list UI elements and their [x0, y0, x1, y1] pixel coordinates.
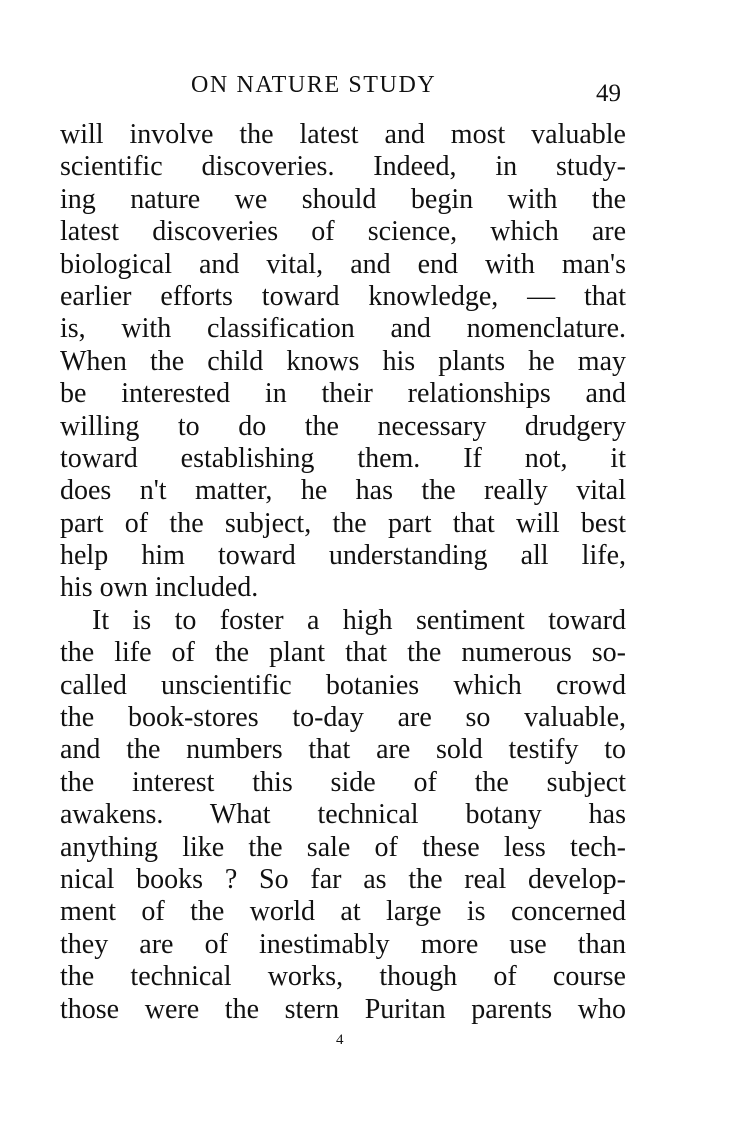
- text-line: It is to foster a high sentiment toward: [92, 604, 626, 636]
- text-line: will involve the latest and most valuable: [60, 119, 626, 150]
- page-number: 49: [596, 80, 621, 107]
- text-line: nical books ? So far as the real develop-: [60, 863, 626, 895]
- paragraph: [60, 605, 626, 1026]
- text-line: willing to do the necessary drudgery: [60, 410, 626, 442]
- text-line: does n't matter, he has the really vital: [60, 475, 626, 507]
- text-line: the interest this side of the subject: [60, 766, 626, 798]
- text-line: and the numbers that are sold testify to: [60, 734, 626, 766]
- text-line: latest discoveries of science, which are: [60, 216, 626, 248]
- text-line: ing nature we should begin with the: [60, 183, 626, 215]
- text-line: called unscientific botanies which crowd: [60, 669, 626, 701]
- text-line: anything like the sale of these less tech-: [60, 831, 626, 863]
- text-line: the technical works, though of course: [60, 961, 626, 993]
- text-line: toward establishing them. If not, it: [60, 442, 626, 474]
- text-line: awakens. What technical botany has: [60, 799, 626, 831]
- text-line: is, with classification and nomenclature.: [60, 313, 626, 345]
- text-line: the book-stores to-day are so valuable,: [60, 702, 626, 734]
- signature-mark: 4: [336, 1032, 344, 1048]
- running-header: [60, 72, 626, 106]
- text-line: those were the stern Puritan parents who: [60, 993, 626, 1025]
- text-line: earlier efforts toward knowledge, — that: [60, 280, 626, 312]
- paragraph: [60, 119, 626, 605]
- text-line: scientific discoveries. Indeed, in study-: [60, 151, 626, 183]
- text-line: ment of the world at large is concerned: [60, 896, 626, 928]
- text-line: biological and vital, and end with man's: [60, 248, 626, 280]
- body-text: [60, 119, 626, 1026]
- text-line: help him toward understanding all life,: [60, 540, 626, 572]
- text-line: his own included.: [60, 572, 259, 604]
- text-line: be interested in their relationships and: [60, 378, 626, 410]
- text-line: When the child knows his plants he may: [60, 345, 626, 377]
- text-line: the life of the plant that the numerous so-: [60, 637, 626, 669]
- text-line: they are of inestimably more use than: [60, 928, 626, 960]
- running-title: ON NATURE STUDY: [191, 72, 437, 98]
- text-line: part of the subject, the part that will best: [60, 507, 626, 539]
